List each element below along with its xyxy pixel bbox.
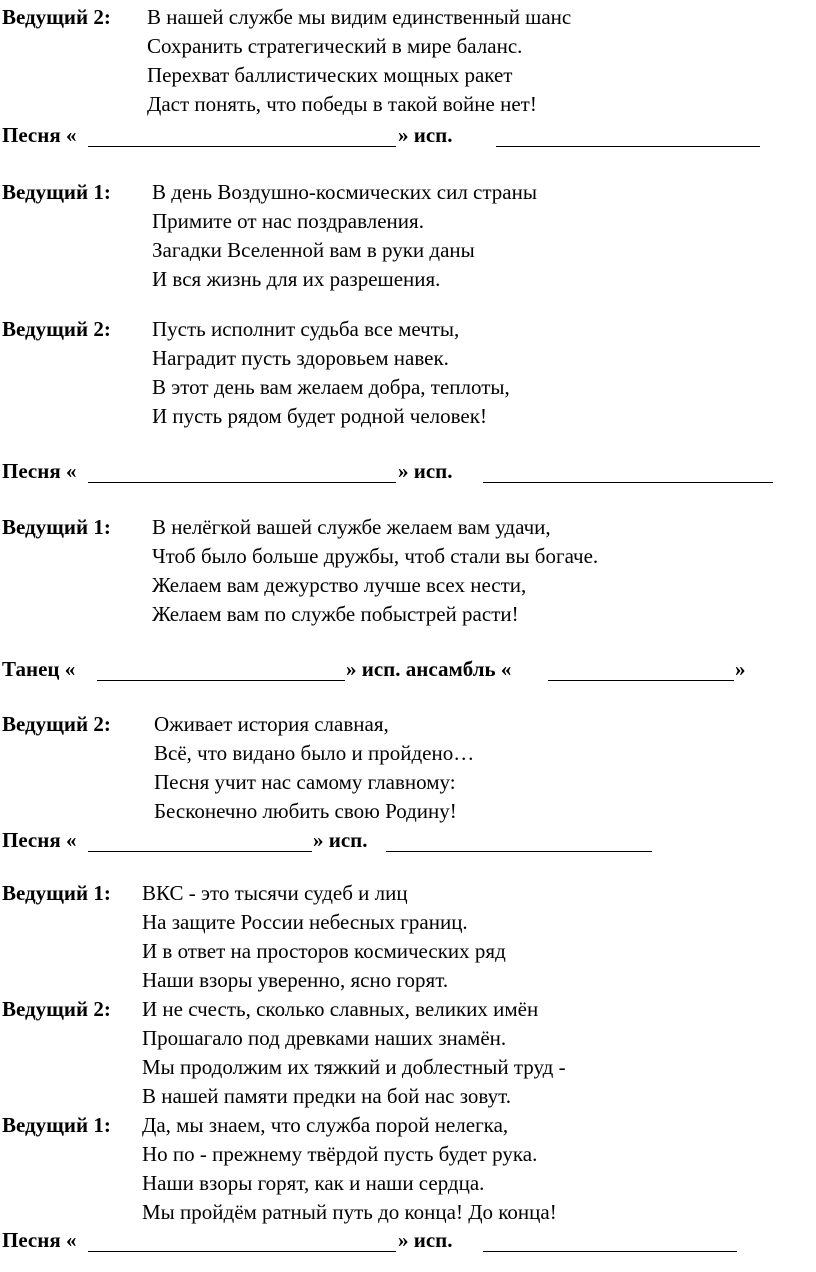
dance-title-blank [97,680,345,681]
verse-line: Да, мы знаем, что служба порой нелегка, [142,1113,509,1137]
verse-line: Бесконечно любить свою Родину! [154,799,457,823]
verse-line: Но по - прежнему твёрдой пусть будет рука. [142,1142,538,1166]
dance-label: Танец « [2,657,76,681]
verse-line: В этот день вам желаем добра, теплоты, [152,375,510,399]
verse-line: На защите России небесных границ. [142,910,468,934]
ensemble-blank [548,680,734,681]
verse-line: Наши взоры уверенно, ясно горят. [142,968,449,992]
verse-line: В нашей памяти предки на бой нас зовут. [142,1084,511,1108]
verse-line: Чтоб было больше дружбы, чтоб стали вы богаче. [152,544,599,568]
verse-line: И вся жизнь для их разрешения. [152,267,441,291]
speaker-label: Ведущий 1: [2,1113,111,1137]
speaker-label: Ведущий 2: [2,712,111,736]
speaker-label: Ведущий 2: [2,997,111,1021]
verse-line: Желаем вам дежурство лучше всех нести, [152,573,527,597]
song-title-blank [88,482,396,483]
speaker-label: Ведущий 1: [2,515,111,539]
verse-line: Песня учит нас самому главному: [154,770,456,794]
song-title-blank [88,851,312,852]
performer-blank [386,851,652,852]
speaker-label: Ведущий 1: [2,180,111,204]
verse-line: И пусть рядом будет родной человек! [152,404,487,428]
quote-close: » [735,657,746,681]
verse-line: И в ответ на просторов космических ряд [142,939,506,963]
verse-line: Наградит пусть здоровьем навек. [152,346,449,370]
performer-label: » исп. [398,123,453,147]
speaker-label: Ведущий 1: [2,881,111,905]
verse-line: Мы пройдём ратный путь до конца! До конца! [142,1200,557,1224]
ensemble-label: » исп. ансамбль « [346,657,512,681]
verse-line: Пусть исполнит судьба все мечты, [152,317,460,341]
performer-label: » исп. [313,828,368,852]
song-label: Песня « [2,828,77,852]
performer-label: » исп. [398,1228,453,1252]
verse-line: Даст понять, что победы в такой войне нет! [147,92,537,116]
verse-line: Наши взоры горят, как и наши сердца. [142,1171,485,1195]
verse-line: Перехват баллистических мощных ракет [147,63,513,87]
performer-blank [483,482,773,483]
song-label: Песня « [2,1228,77,1252]
verse-line: Оживает история славная, [154,712,389,736]
verse-line: Сохранить стратегический в мире баланс. [147,34,523,58]
performer-blank [496,146,760,147]
performer-blank [483,1251,737,1252]
song-title-blank [88,146,396,147]
verse-line: В день Воздушно-космических сил страны [152,180,537,204]
verse-line: В нашей службе мы видим единственный шанс [147,5,572,29]
verse-line: Мы продолжим их тяжкий и доблестный труд - [142,1055,566,1079]
speaker-label: Ведущий 2: [2,5,111,29]
verse-line: В нелёгкой вашей службе желаем вам удачи, [152,515,551,539]
verse-line: Примите от нас поздравления. [152,209,424,233]
song-title-blank [88,1251,396,1252]
verse-line: ВКС - это тысячи судеб и лиц [142,881,408,905]
performer-label: » исп. [398,459,453,483]
song-label: Песня « [2,123,77,147]
verse-line: Загадки Вселенной вам в руки даны [152,238,475,262]
verse-line: Желаем вам по службе побыстрей расти! [152,602,519,626]
song-label: Песня « [2,459,77,483]
verse-line: И не счесть, сколько славных, великих имён [142,997,539,1021]
verse-line: Прошагало под древками наших знамён. [142,1026,507,1050]
speaker-label: Ведущий 2: [2,317,111,341]
verse-line: Всё, что видано было и пройдено… [154,741,475,765]
